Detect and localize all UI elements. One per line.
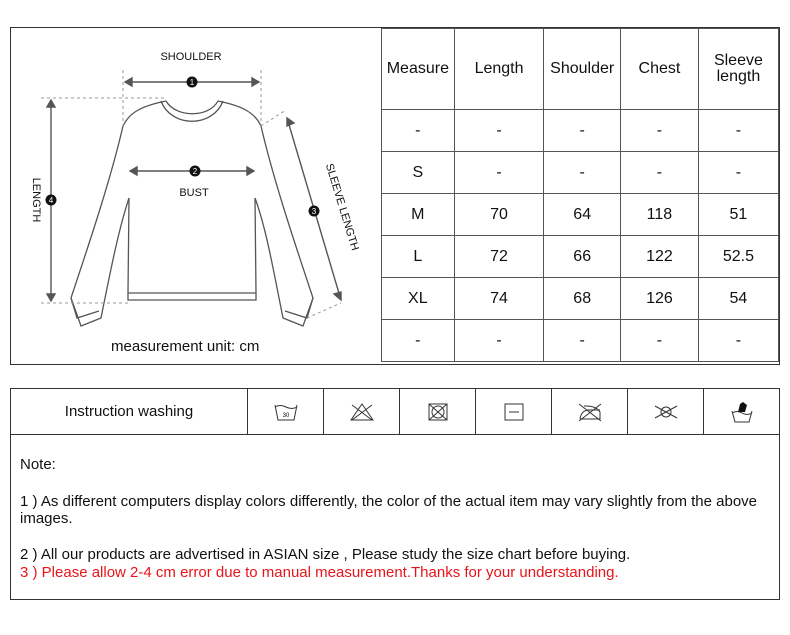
washing-label: Instruction washing [64,403,194,420]
size-chart-box [10,27,780,365]
measurement-unit: measurement unit: cm [111,338,260,355]
marker-4-label: 4 [48,196,54,205]
header-sleeve-length: Sleeve length [698,29,778,110]
no-tumble-dry-icon [399,389,476,434]
table-row: - - - - - [382,110,779,152]
sweater-illustration [11,28,381,364]
size-table [381,28,779,362]
hand-wash-icon [703,389,780,434]
header-measure: Measure [382,29,455,110]
no-dry-clean-icon [627,389,704,434]
no-bleach-icon [323,389,400,434]
marker-2-label: 2 [192,167,198,176]
shoulder-label: SHOULDER [160,51,222,63]
care-and-notes-box [10,388,780,600]
wash-30-icon [247,389,324,434]
marker-1-label: 1 [189,78,195,87]
marker-3-label: 3 [311,207,317,216]
washing-instructions-row [11,389,779,435]
svg-text:30: 30 [282,412,290,419]
length-label: LENGTH [30,177,42,223]
table-row: - - - - - [382,320,779,362]
table-row: XL 74 68 126 54 [382,278,779,320]
note-1: 1 ) As different computers display colors differently, the color of the actual item may vary slightly from the above images. [20,493,758,527]
header-shoulder: Shoulder [544,29,621,110]
no-iron-icon [551,389,628,434]
table-header-row [382,29,779,110]
garment-diagram [11,28,381,364]
dry-flat-icon [475,389,552,434]
note-3: 3 ) Please allow 2-4 cm error due to manual measurement.Thanks for your understanding. [20,564,619,581]
header-chest: Chest [621,29,699,110]
sleeve-length-label: SLEEVE LENGTH [322,162,361,253]
table-row: M 70 64 118 51 [382,194,779,236]
header-length: Length [454,29,544,110]
table-row: S - - - - [382,152,779,194]
note-title: Note: [20,456,56,473]
table-row: L 72 66 122 52.5 [382,236,779,278]
bust-label: BUST [179,187,209,199]
note-2: 2 ) All our products are advertised in ASIAN size , Please study the size chart before buying. [20,546,631,563]
